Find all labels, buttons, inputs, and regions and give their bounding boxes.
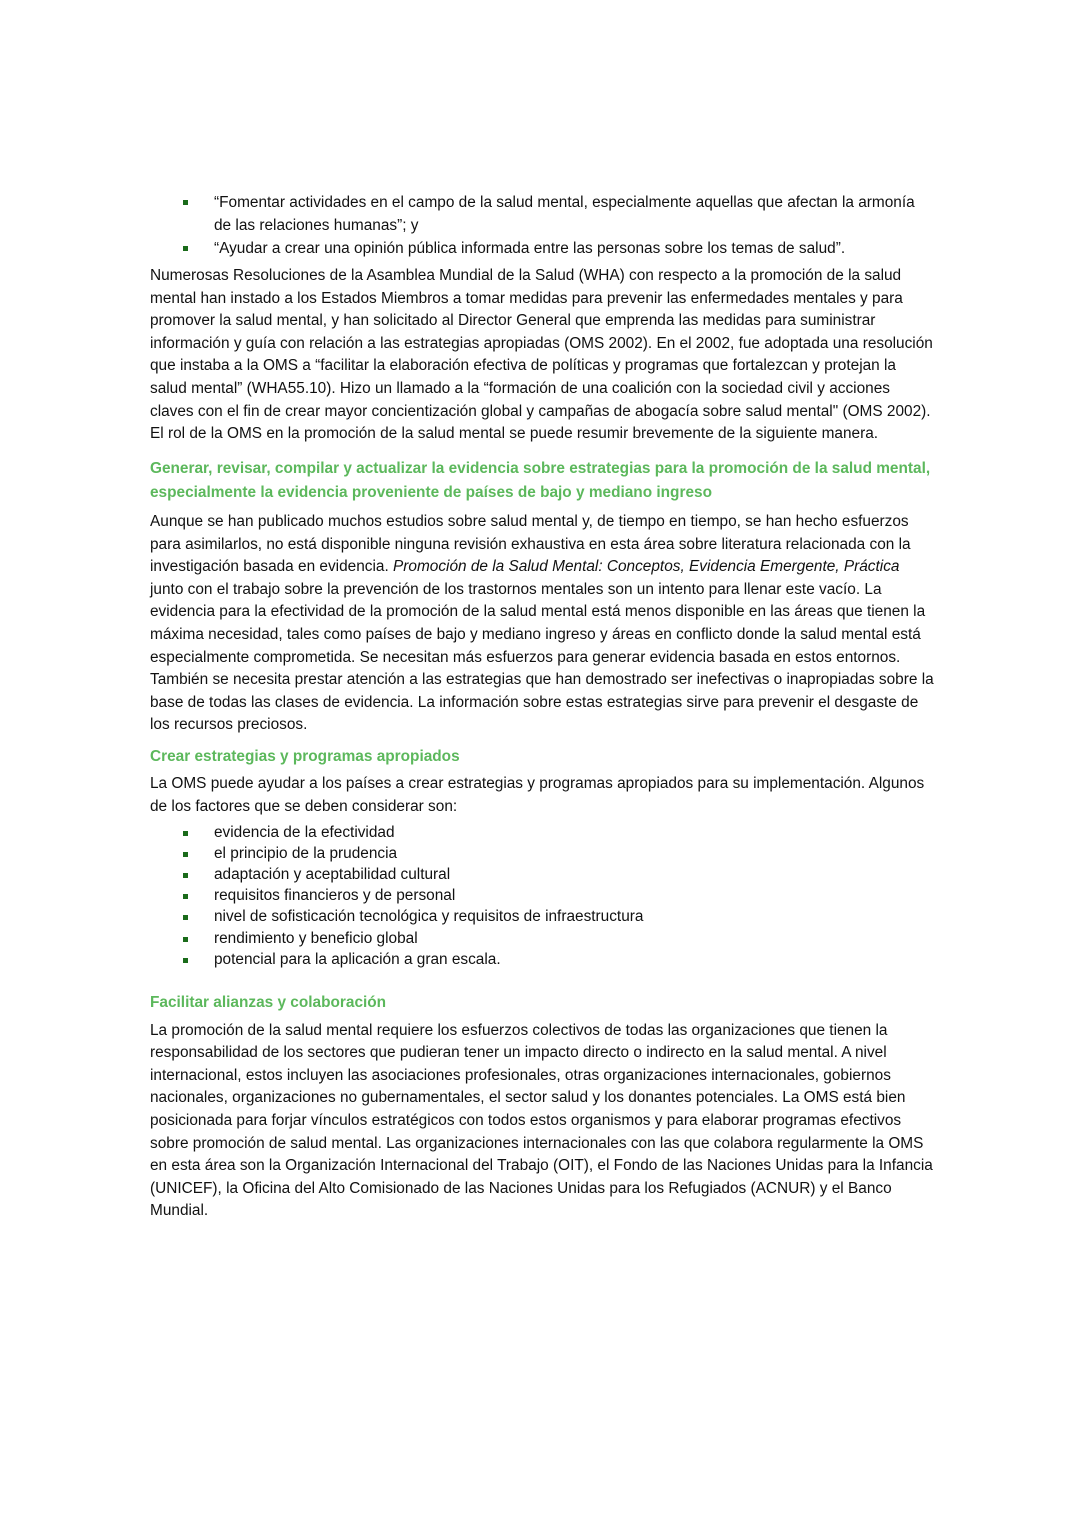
evidence-paragraph: [150, 511, 936, 737]
list-item-text: “Fomentar actividades en el campo de la salud mental, especialmente aquellas que afectan la armonía de las relaciones humanas”; y: [214, 194, 915, 234]
list-item: [150, 864, 936, 885]
list-item-text: “Ayudar a crear una opinión pública informada entre las personas sobre los temas de salud”.: [214, 240, 846, 257]
list-item: [150, 906, 936, 927]
square-bullet-icon: [183, 246, 188, 251]
section-heading-alliances: Facilitar alianzas y colaboración: [150, 994, 387, 1012]
square-bullet-icon: [183, 937, 188, 942]
square-bullet-icon: [183, 958, 188, 963]
alliances-paragraph: La promoción de la salud mental requiere los esfuerzos colectivos de todas las organizaciones que tienen la responsabilidad de los sectores que pudieran tener un impacto directo o indirecto en la salud mental. A nivel internacional, estos incluyen las asociaciones profesionales, otras organizaciones internacionales, gobiernos nacionales, organizaciones no gubernamentales, el sector salud y los donantes potenciales. La OMS está bien posicionada para forjar vínculos estratégicos con todos estos organismos y para elaborar programas efectivos sobre promoción de salud mental. Las organizaciones internacionales con las que colabora regularmente la OMS en esta área son la Organización Internacional del Trabajo (OIT), el Fondo de las Naciones Unidas para la Infancia (UNICEF), la Oficina del Alto Comisionado de las Naciones Unidas para los Refugiados (ACNUR) y el Banco Mundial.: [150, 1021, 933, 1220]
list-item-text: requisitos financieros y de personal: [214, 887, 456, 905]
list-item-text: el principio de la prudencia: [214, 844, 398, 862]
square-bullet-icon: [183, 852, 188, 857]
square-bullet-icon: [183, 831, 188, 836]
list-item: [150, 928, 936, 949]
list-item: [150, 949, 936, 970]
square-bullet-icon: [183, 915, 188, 920]
book-title: Promoción de la Salud Mental: Conceptos, Evidencia Emergente, Práctica: [393, 558, 900, 576]
factors-bullet-list: [150, 822, 936, 970]
square-bullet-icon: [183, 200, 188, 205]
list-item-text: nivel de sofisticación tecnológica y requisitos de infraestructura: [214, 908, 644, 926]
who-role-paragraph: El rol de la OMS en la promoción de la salud mental se puede resumir brevemente de la siguiente manera.: [150, 425, 879, 443]
intro-bullet-list: [150, 191, 936, 260]
square-bullet-icon: [183, 873, 188, 878]
list-item: [150, 191, 936, 237]
list-item-text: evidencia de la efectividad: [214, 823, 395, 841]
list-item: [150, 822, 936, 843]
document-page: [150, 191, 936, 1223]
list-item: [150, 237, 936, 260]
evidence-text-start: Aunque se han publicado muchos estudios sobre salud mental y, de tiempo en tiempo, se han hecho esfuerzos para asimilarlos, no está disponible ninguna revisión exhaustiva en esta área sobre literatura relacionada con la investigación basada en evidencia.: [150, 512, 911, 576]
list-item: [150, 885, 936, 906]
wha-resolutions-paragraph: Numerosas Resoluciones de la Asamblea Mundial de la Salud (WHA) con respecto a la promoción de la salud mental han instado a los Estados Miembros a tomar medidas para prevenir las enfermedades mentales y para promover la salud mental, y han solicitado al Director General que emprenda las medidas para suministrar información y guía con relación a las estrategias apropiadas (OMS 2002). En el 2002, fue adoptada una resolución que instaba a la OMS a “facilitar la elaboración efectiva de políticas y programas que fortalezcan y protejan la salud mental” (WHA55.10). Hizo un llamado a la “formación de una coalición con la sociedad civil y acciones claves con el fin de crear mayor concientización global y campañas de abogacía sobre salud mental" (OMS 2002).: [150, 267, 933, 420]
section-heading-evidence: Generar, revisar, compilar y actualizar la evidencia sobre estrategias para la promoción de la salud mental, especialmente la evidencia proveniente de países de bajo y mediano ingreso: [150, 459, 931, 502]
list-item-text: adaptación y aceptabilidad cultural: [214, 866, 451, 884]
evidence-text-end: junto con el trabajo sobre la prevención de los trastornos mentales son un intento para llenar este vacío. La evidencia para la efectividad de la promoción de la salud mental está menos disponible en las áreas que tienen la máxima necesidad, tales como países de bajo y mediano ingreso y áreas en conflicto donde la salud mental está especialmente comprometida. Se necesitan más esfuerzos para generar evidencia basada en estos entornos. También se necesita prestar atención a las estrategias que han demostrado ser inefectivas o inapropiadas sobre la base de todas las clases de evidencia. La información sobre estas estrategias sirve para prevenir el desgaste de los recursos preciosos.: [150, 580, 934, 734]
list-item-text: rendimiento y beneficio global: [214, 929, 418, 947]
list-item: [150, 843, 936, 864]
strategies-paragraph: La OMS puede ayudar a los países a crear estrategias y programas apropiados para su implementación. Algunos de los factores que se deben considerar son:: [150, 775, 925, 816]
square-bullet-icon: [183, 894, 188, 899]
section-heading-strategies: Crear estrategias y programas apropiados: [150, 747, 460, 765]
list-item-text: potencial para la aplicación a gran escala.: [214, 950, 501, 968]
